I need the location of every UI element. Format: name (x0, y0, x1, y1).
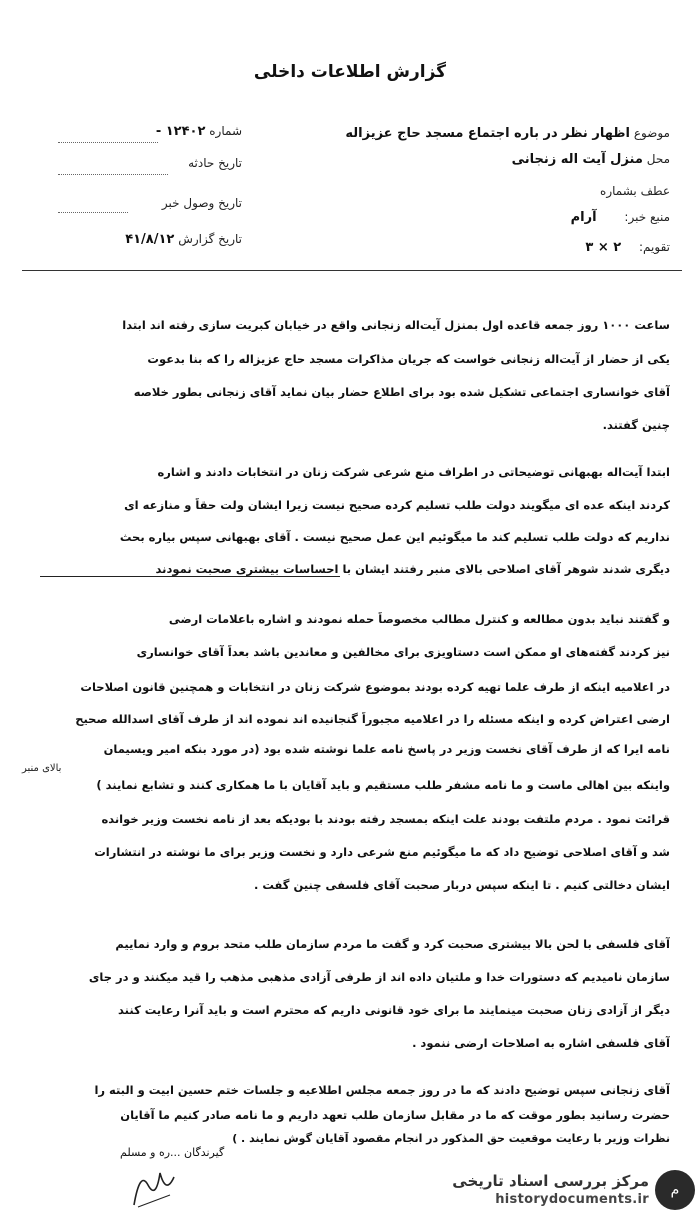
evaluation-value: ۲ × ۳ (585, 240, 622, 255)
number-field (60, 124, 242, 139)
body-line: سازمان نامیدیم که دستورات خدا و ملتیان داده اند از طرفی آزادی مذهبی مذهب را قید میکنند و در جای (88, 970, 670, 984)
recipients-label: گیرندگان (184, 1146, 225, 1159)
subject-label: موضوع (633, 126, 670, 140)
body-line: آقای خوانساری اجتماعی تشکیل شده بود برای اطلاع حضار بیان نماید آقای زنجانی بطور خلاصه (133, 385, 670, 399)
recipients (120, 1146, 224, 1159)
place-label: محل (646, 152, 670, 166)
handwritten-signature (130, 1165, 180, 1210)
subject-value: اظهار نظر در باره اجتماع مسجد حاج عزیزاله (345, 126, 630, 141)
recipients-row: ...ره و مسلم (120, 1146, 181, 1159)
source-value: آرام (570, 210, 597, 225)
body-line: و گفتند نباید بدون مطالعه و کنترل مطالب مخصوصاً حمله نمودند و اشاره باعلامات ارضی (168, 612, 670, 626)
reference-label: عطف بشماره (600, 184, 670, 198)
place-value: منزل آیت اله زنجانی (511, 152, 643, 167)
body-line: نداریم که دولت طلب تسلیم کند ما میگوئیم این عمل صحیح نیست . آقای بهبهانی سپس بیاره بحث (119, 530, 670, 544)
incident-date-dotted-line (58, 174, 168, 175)
subject-field (345, 126, 670, 141)
body-line: آقای فلسفی اشاره به اصلاحات ارضی ننمود . (412, 1036, 670, 1050)
body-line: کردند اینکه عده ای میگویند دولت طلب تسلیم کرده صحیح نیست زیرا ایشان ولت حقاً و منازعه ای (124, 498, 670, 512)
body-line: نامه ایرا که از طرف آقای نخست وزیر در پاسخ نامه علما نوشته شده بود (در مورد بنکه امیر ویسیمان (103, 742, 670, 756)
body-line: چنین گفتند. (602, 418, 670, 432)
reference-field (600, 184, 670, 198)
report-date-field (40, 232, 242, 247)
evaluation-label: تقویم: (639, 240, 670, 254)
body-line: ساعت ۱۰۰۰ روز جمعه قاعده اول بمنزل آیت‌اله زنجانی واقع در خیابان کبریت سازی رفته اند ابتدا (122, 318, 670, 332)
body-line: واینکه بین اهالی ماست و ما نامه مشفر طلب مستقیم و باید آقایان با ما همکاری کنند و تشابع نمایند ) (96, 778, 670, 792)
body-line: دیگر از آزادی زنان صحبت مینمایند ما برای خود قانونی داریم که محترم است و باید آنرا رعایت کنند (118, 1003, 670, 1017)
body-line: حضرت رسانید بطور موقت که ما در مقابل سازمان طلب تعهد داریم و ما نامه صادر کنیم ما آقایان (120, 1108, 670, 1122)
body-line: ارضی اعتراض کرده و اینکه مسئله را در اعلامیه مجبوراً گنجانیده اند نموده اند از طرف آقای اسدالله صحیح (75, 712, 670, 726)
report-title: گزارش اطلاعات داخلی (253, 62, 447, 82)
receipt-date-dotted-line (58, 212, 128, 213)
body-line: آقای فلسفی با لحن بالا بیشتری صحبت کرد و گفت ما مردم سازمان طلب متحد بروم و وارد نماییم (115, 937, 670, 951)
archive-watermark (390, 1168, 695, 1214)
receipt-date-label: تاریخ وصول خبر (161, 196, 242, 210)
source-field (571, 210, 670, 225)
body-line: شد و آقای اصلاحی توضیح داد که ما میگوئیم منع شرعی دارد و نخست وزیر برای ما نوشته در انتشارات (94, 845, 670, 859)
margin-note: بالای منبر (22, 763, 62, 774)
archive-url: historydocuments.ir (495, 1192, 649, 1207)
receipt-date-field (60, 196, 242, 210)
body-line: یکی از حضار از آیت‌اله زنجانی خواست که جریان مذاکرات مسجد حاج عزیزاله را که بنا بدعوت (147, 352, 670, 366)
archive-name: مرکز بررسی اسناد تاریخی (452, 1172, 649, 1190)
underline-mark (40, 576, 340, 577)
archive-logo-icon: م (655, 1170, 695, 1210)
body-line: ایشان دخالتی کنیم . تا اینکه سپس دربار صحبت آقای فلسفی چنین گفت . (253, 878, 670, 892)
body-line: در اعلامیه اینکه از طرف علما تهیه کرده بودند بموضوع شرکت زنان در انتخابات و همچنین قانون اصلاحات (80, 680, 670, 694)
source-label: منبع خبر: (624, 210, 670, 224)
body-line: دیگری شدند شوهر آقای اصلاحی بالای منبر رفتند ایشان با احساسات بیشتری صحبت نمودند (155, 562, 670, 576)
body-line: قرائت نمود . مردم ملتفت بودند علت اینکه بمسجد رفته بودند با بودیکه بعد از نامه نخست وزیر خوانده (101, 812, 670, 826)
number-value: ۱۲۴۰۲ - (155, 124, 206, 139)
incident-date-field (60, 156, 242, 170)
report-date-value: ۴۱/۸/۱۲ (125, 232, 175, 247)
body-line: آقای زنجانی سپس توضیح دادند که ما در روز جمعه مجلس اطلاعیه و جلسات ختم حسین ابیت و البته را (94, 1083, 670, 1097)
body-line: ابتدا آیت‌اله بهبهانی توضیحاتی در اطراف منع شرعی شرکت زنان در انتخابات دادند و اشاره (157, 465, 670, 479)
number-label: شماره (209, 124, 242, 138)
place-field (512, 152, 670, 167)
body-line: نظرات وزیر با رعایت موقعیت حق المذکور در انجام مقصود آقایان گوش نمایند . ) (232, 1132, 670, 1145)
number-dotted-line (58, 142, 158, 143)
incident-date-label: تاریخ حادثه (188, 156, 242, 170)
header-divider (22, 270, 682, 271)
body-line: نیز کردند گفته‌های او ممکن است دستاویزی برای مخالفین و معاندین باشد بعداً آقای خوانساری (136, 645, 670, 659)
evaluation-field (585, 240, 670, 255)
report-date-label: تاریخ گزارش (178, 232, 242, 246)
